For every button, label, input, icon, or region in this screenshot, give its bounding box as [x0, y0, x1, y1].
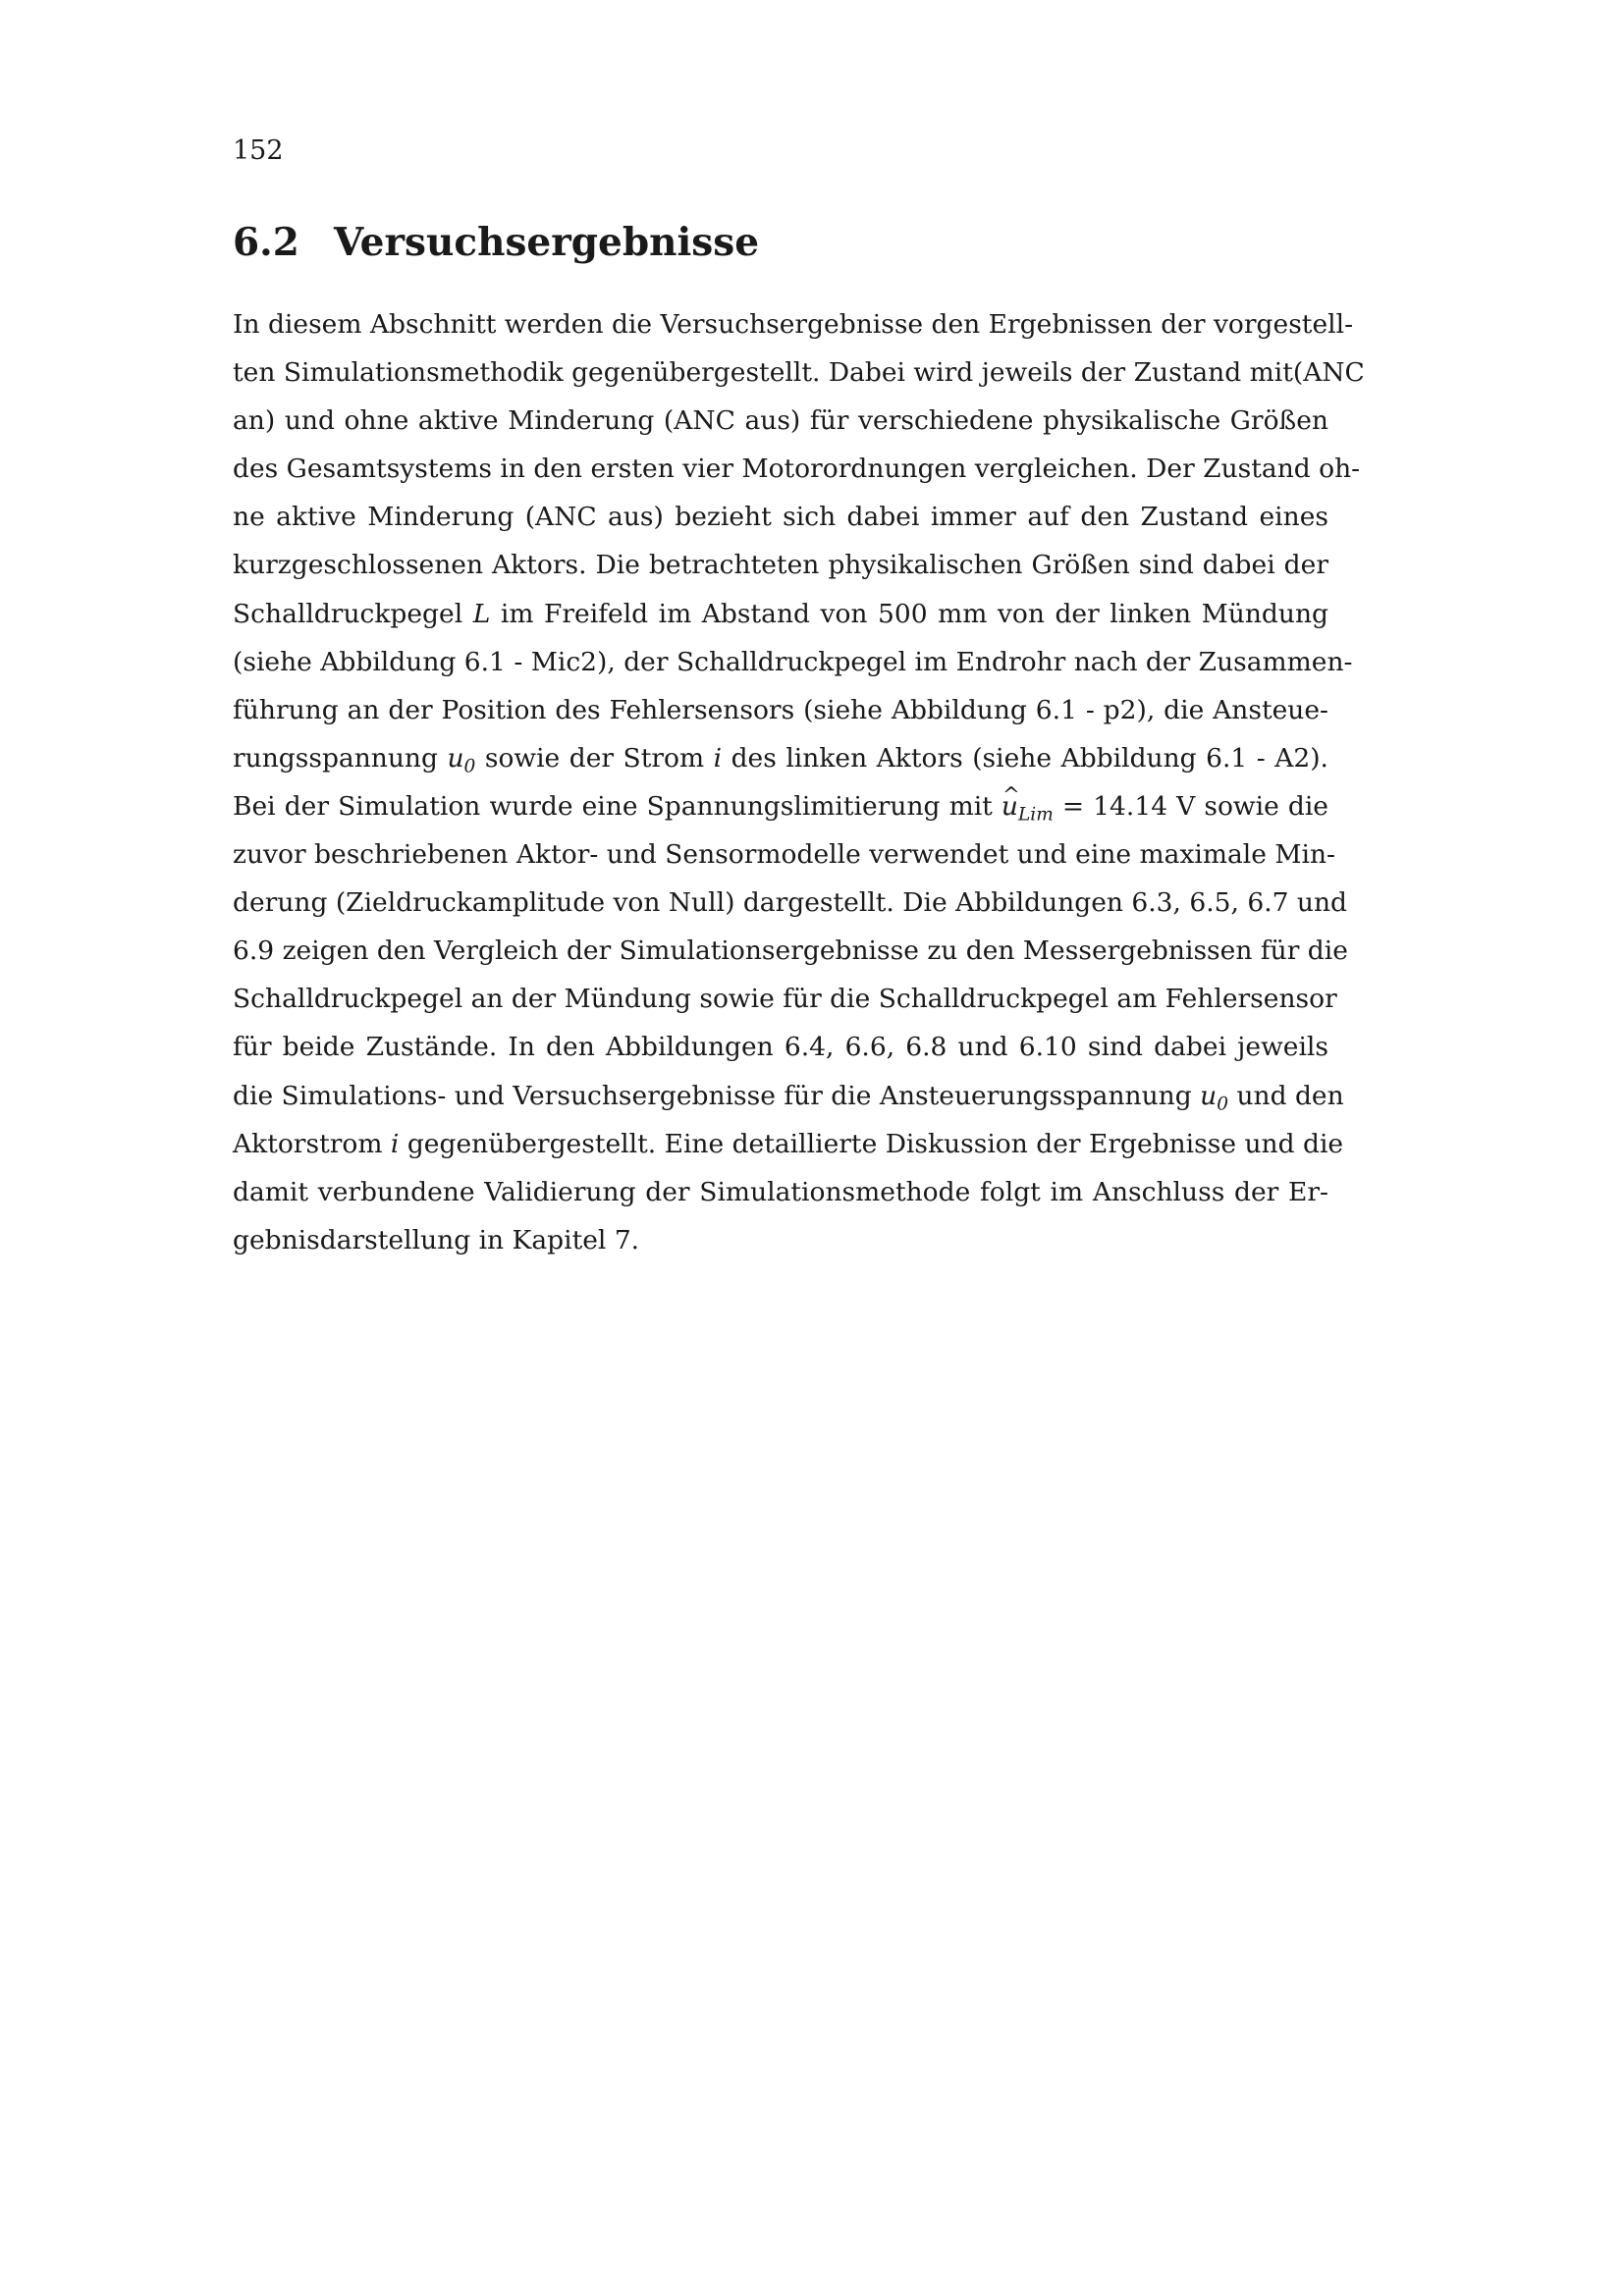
text-run: Schalldruckpegel: [233, 598, 463, 629]
text-run: und den: [1236, 1080, 1344, 1111]
text-line: 6.9 zeigen den Vergleich der Simulationsergebnisse zu den Messergebnissen für die: [233, 935, 1348, 967]
text-line: damit verbundene Validierung der Simulationsmethode folgt im Anschluss der Er-: [233, 1176, 1328, 1207]
text-line: für beide Zustände. In den Abbildungen 6.4, 6.6, 6.8 und 6.10 sind dabei jeweils: [233, 1032, 1328, 1063]
text-line: ne aktive Minderung (ANC aus) bezieht sich dabei immer auf den Zustand eines: [233, 502, 1328, 533]
math-var-u0: $u_0$: [1200, 1080, 1228, 1115]
body-paragraph: [233, 300, 1365, 1264]
text-line: führung an der Position des Fehlersensors (siehe Abbildung 6.1 - p2), die Ansteue-: [233, 694, 1328, 725]
page-number: 152: [233, 135, 284, 166]
text-line: Schalldruckpegel an der Mündung sowie für die Schalldruckpegel am Fehlersensor: [233, 984, 1337, 1015]
text-line: ten Simulationsmethodik gegenübergestellt. Dabei wird jeweils der Zustand mit(ANC: [233, 357, 1365, 389]
math-var-u-hat-lim: ^ $u_{Lim}$: [1001, 791, 1054, 822]
text-line: (siehe Abbildung 6.1 - Mic2), der Schalldruckpegel im Endrohr nach der Zusammen-: [233, 646, 1353, 677]
text-line: [233, 1072, 1344, 1120]
text-line: In diesem Abschnitt werden die Versuchsergebnisse den Ergebnissen der vorgestell-: [233, 309, 1354, 340]
math-var-i: i: [713, 742, 723, 774]
text-line: [233, 590, 1328, 638]
section-heading: [233, 220, 760, 265]
text-run: die Simulations- und Versuchsergebnisse für die Ansteuerungsspannung: [233, 1080, 1192, 1111]
text-run: rungsspannung: [233, 742, 438, 774]
text-run: gegenübergestellt. Eine detaillierte Diskussion der Ergebnisse und die: [406, 1128, 1344, 1159]
text-run: im Freifeld im Abstand von 500 mm von der linken Mündung: [500, 598, 1328, 629]
text-line: an) und ohne aktive Minderung (ANC aus) für verschiedene physikalische Größen: [233, 405, 1328, 437]
math-var-L: L: [472, 598, 491, 629]
text-run: Aktorstrom: [233, 1128, 383, 1159]
text-run: = 14.14 V sowie die: [1061, 790, 1328, 822]
text-line: des Gesamtsystems in den ersten vier Motorordnungen vergleichen. Der Zustand oh-: [233, 454, 1361, 485]
section-title: Versuchsergebnisse: [334, 220, 760, 265]
text-line: [233, 782, 1328, 830]
text-run: Bei der Simulation wurde eine Spannungslimitierung mit: [233, 790, 993, 822]
math-var-i: i: [390, 1128, 400, 1159]
text-line: gebnisdarstellung in Kapitel 7.: [233, 1224, 640, 1255]
text-line: kurzgeschlossenen Aktors. Die betrachteten physikalischen Größen sind dabei der: [233, 550, 1328, 581]
section-number: 6.2: [233, 220, 299, 265]
text-line: [233, 734, 1328, 782]
text-line: [233, 1120, 1344, 1168]
text-line: derung (Zieldruckamplitude von Null) dargestellt. Die Abbildungen 6.3, 6.5, 6.7 und: [233, 887, 1348, 919]
text-run: des linken Aktors (siehe Abbildung 6.1 - A2).: [731, 742, 1328, 774]
math-var-u0: $u_0$: [447, 742, 476, 777]
text-run: sowie der Strom: [484, 742, 705, 774]
text-line: zuvor beschriebenen Aktor- und Sensormodelle verwendet und eine maximale Min-: [233, 839, 1336, 871]
